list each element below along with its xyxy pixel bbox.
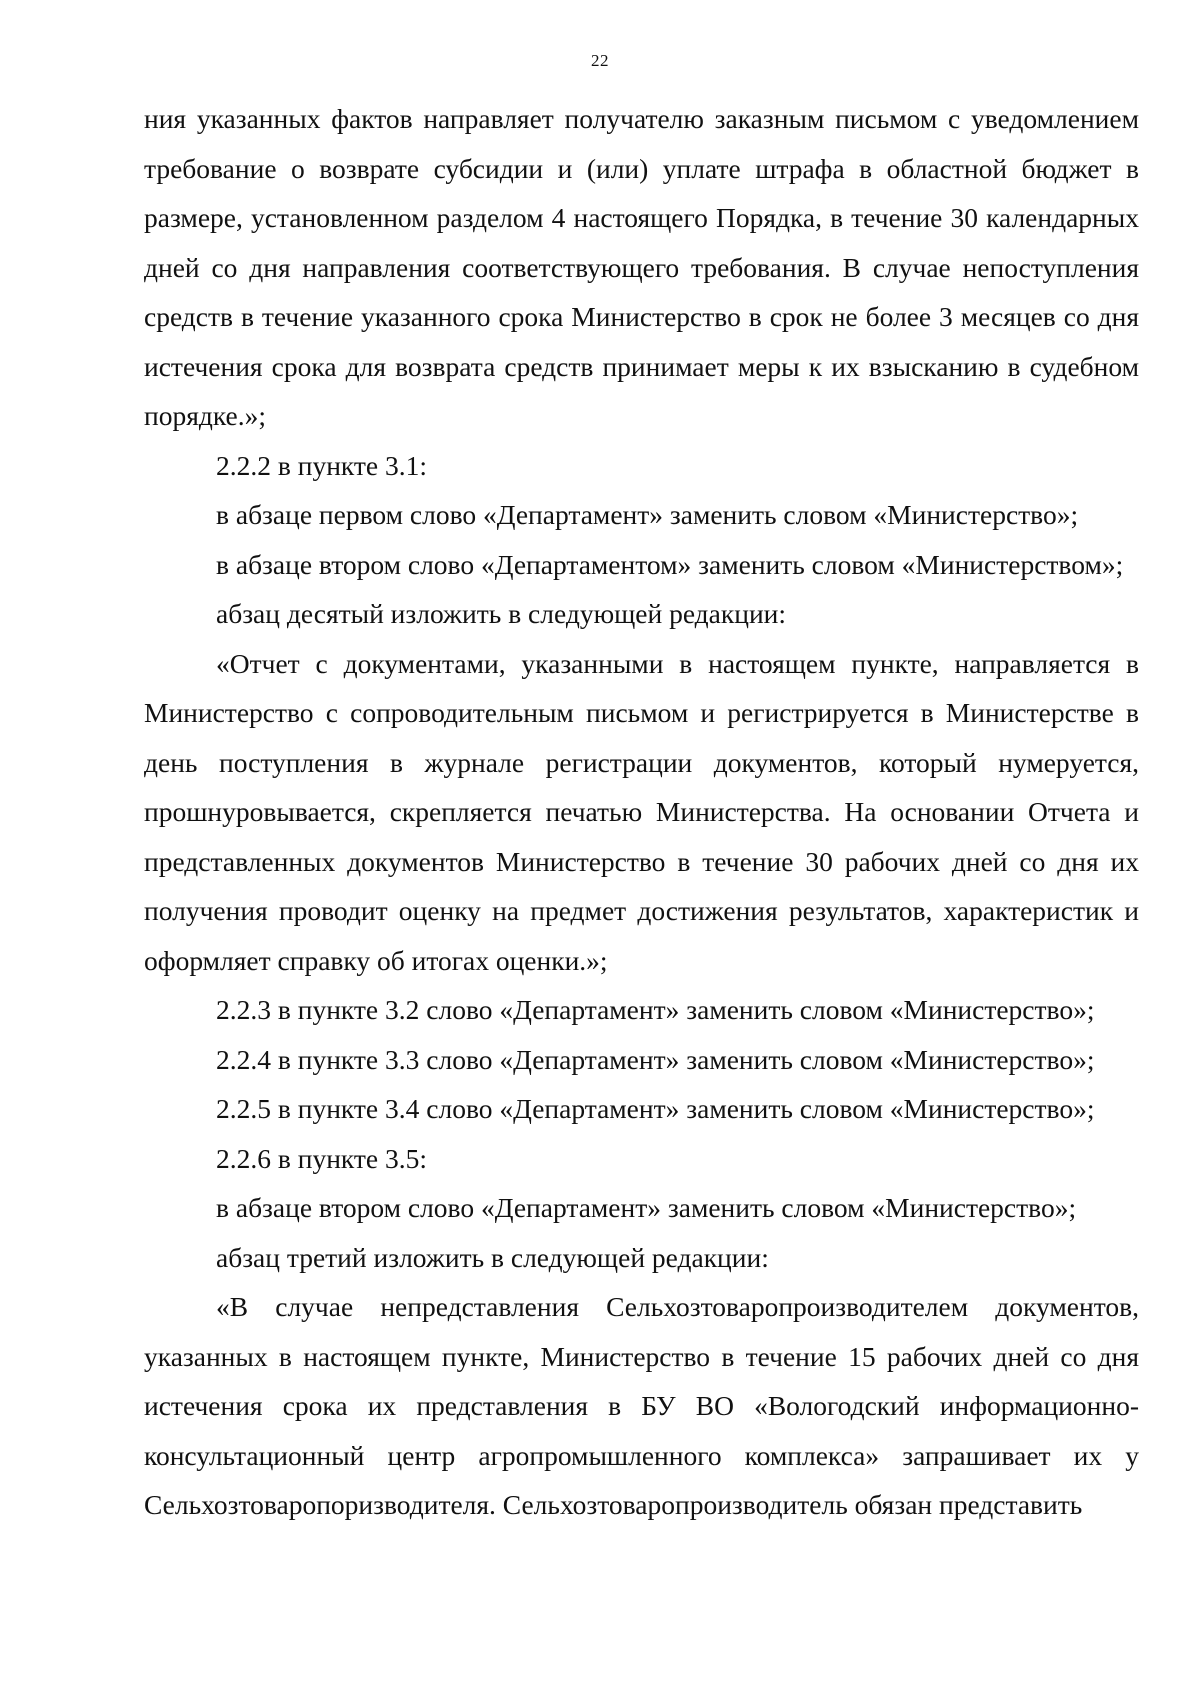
paragraph-item-2-2-6: 2.2.6 в пункте 3.5: bbox=[216, 1142, 428, 1174]
paragraph-abzac-second-3-5: в абзаце втором слово «Департамент» заменить словом «Министерство»; bbox=[216, 1192, 1077, 1223]
paragraph-abzac-second: в абзаце втором слово «Департаментом» заменить словом «Министерством»; bbox=[216, 548, 1124, 580]
paragraph-nonsubmission-quote: «В случае непредставления Сельхозтоваропроизводителем документов, указанных в настоящем пункте, Министерство в течение 15 рабочих дней со дня истечения срока их представления в БУ ВО «Вологодский информационно-консультационный центр агропромышленного комплекса» запрашивает их у Сельхозтоваропоризводителя. Сельхозтоваропроизводитель обязан представить bbox=[144, 1291, 1139, 1520]
paragraph-continuation: ния указанных фактов направляет получателю заказным письмом с уведомлением требование о возврате субсидии и (или) уплате штрафа в областной бюджет в размере, установленном разделом 4 настоящего Порядка, в течение 30 календарных дней со дня направления соответствующего требования. В случае непоступления средств в течение указанного срока Министерство в срок не более 3 месяцев со дня истечения срока для возврата средств принимает меры к их взысканию в судебном порядке.»; bbox=[144, 103, 1139, 431]
paragraph-item-2-2-3: 2.2.3 в пункте 3.2 слово «Департамент» заменить словом «Министерство»; bbox=[216, 994, 1095, 1025]
paragraph-item-2-2-4: 2.2.4 в пункте 3.3 слово «Департамент» заменить словом «Министерство»; bbox=[216, 1043, 1095, 1075]
document-body bbox=[144, 94, 1139, 1530]
paragraph-report-quote: «Отчет с документами, указанными в настоящем пункте, направляется в Министерство с сопроводительным письмом и регистрируется в Министерстве в день поступления в журнале регистрации документов, который нумеруется, прошнуровывается, скрепляется печатью Министерства. На основании Отчета и представленных документов Министерство в течение 30 рабочих дней со дня их получения проводит оценку на предмет достижения результатов, характеристик и оформляет справку об итогах оценки.»; bbox=[144, 647, 1139, 976]
paragraph-item-2-2-5: 2.2.5 в пункте 3.4 слово «Департамент» заменить словом «Министерство»; bbox=[216, 1093, 1095, 1124]
paragraph-abzac-first: в абзаце первом слово «Департамент» заменить словом «Министерство»; bbox=[216, 499, 1079, 530]
page-number: 22 bbox=[591, 51, 609, 70]
paragraph-abzac-third: абзац третий изложить в следующей редакции: bbox=[216, 1241, 769, 1273]
paragraph-item-2-2-2: 2.2.2 в пункте 3.1: bbox=[216, 449, 428, 481]
paragraph-abzac-tenth: абзац десятый изложить в следующей редакции: bbox=[216, 598, 787, 629]
